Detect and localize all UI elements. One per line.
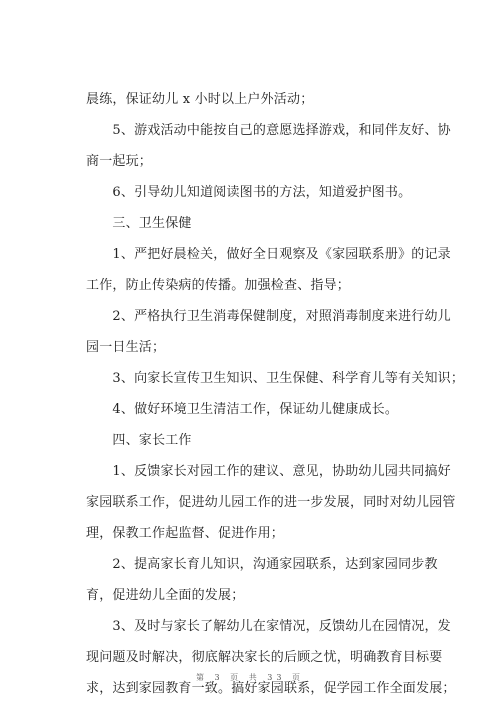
text-line: 家园联系工作，促进幼儿园工作的进一步发展，同时对幼儿园管 bbox=[86, 495, 456, 510]
page-number-footer: 第 3 页 共 33 页 bbox=[196, 673, 304, 682]
text-line: 3、及时与家长了解幼儿在家情况，反馈幼儿在园情况，发 bbox=[86, 619, 451, 634]
text-line: 商一起玩； bbox=[86, 154, 153, 169]
document-body bbox=[86, 88, 465, 701]
text-line: 4、做好环境卫生清洁工作，保证幼儿健康成长。 bbox=[86, 402, 399, 417]
text-line: 理，保教工作起监督、促进作用； bbox=[86, 526, 285, 541]
text-line: 求，达到家园教育一致。搞好家园联系，促学园工作全面发展； bbox=[86, 681, 456, 696]
text-line: 晨练，保证幼儿 x 小时以上户外活动； bbox=[86, 92, 314, 107]
text-line: 1、反馈家长对园工作的建议、意见，协助幼儿园共同搞好 bbox=[86, 464, 451, 479]
text-line: 5、游戏活动中能按自己的意愿选择游戏，和同伴友好、协 bbox=[86, 123, 451, 138]
text-line: 现问题及时解决，彻底解决家长的后顾之忧，明确教育目标要 bbox=[86, 650, 443, 665]
section-heading: 四、家长工作 bbox=[86, 433, 192, 448]
section-heading: 三、卫生保健 bbox=[86, 216, 192, 231]
text-line: 2、严格执行卫生消毒保健制度，对照消毒制度来进行幼儿 bbox=[86, 309, 451, 324]
text-line: 3、向家长宣传卫生知识、卫生保健、科学育儿等有关知识； bbox=[86, 371, 465, 386]
text-line: 工作，防止传染病的传播。加强检查、指导； bbox=[86, 278, 351, 293]
text-line: 1、严把好晨检关，做好全日观察及《家园联系册》的记录 bbox=[86, 247, 451, 262]
text-line: 2、提高家长育儿知识，沟通家园联系，达到家园同步教 bbox=[86, 557, 438, 572]
text-line: 6、引导幼儿知道阅读图书的方法，知道爱护图书。 bbox=[86, 185, 412, 200]
text-line: 园一日生活； bbox=[86, 340, 166, 355]
text-line: 育，促进幼儿全面的发展； bbox=[86, 588, 245, 603]
